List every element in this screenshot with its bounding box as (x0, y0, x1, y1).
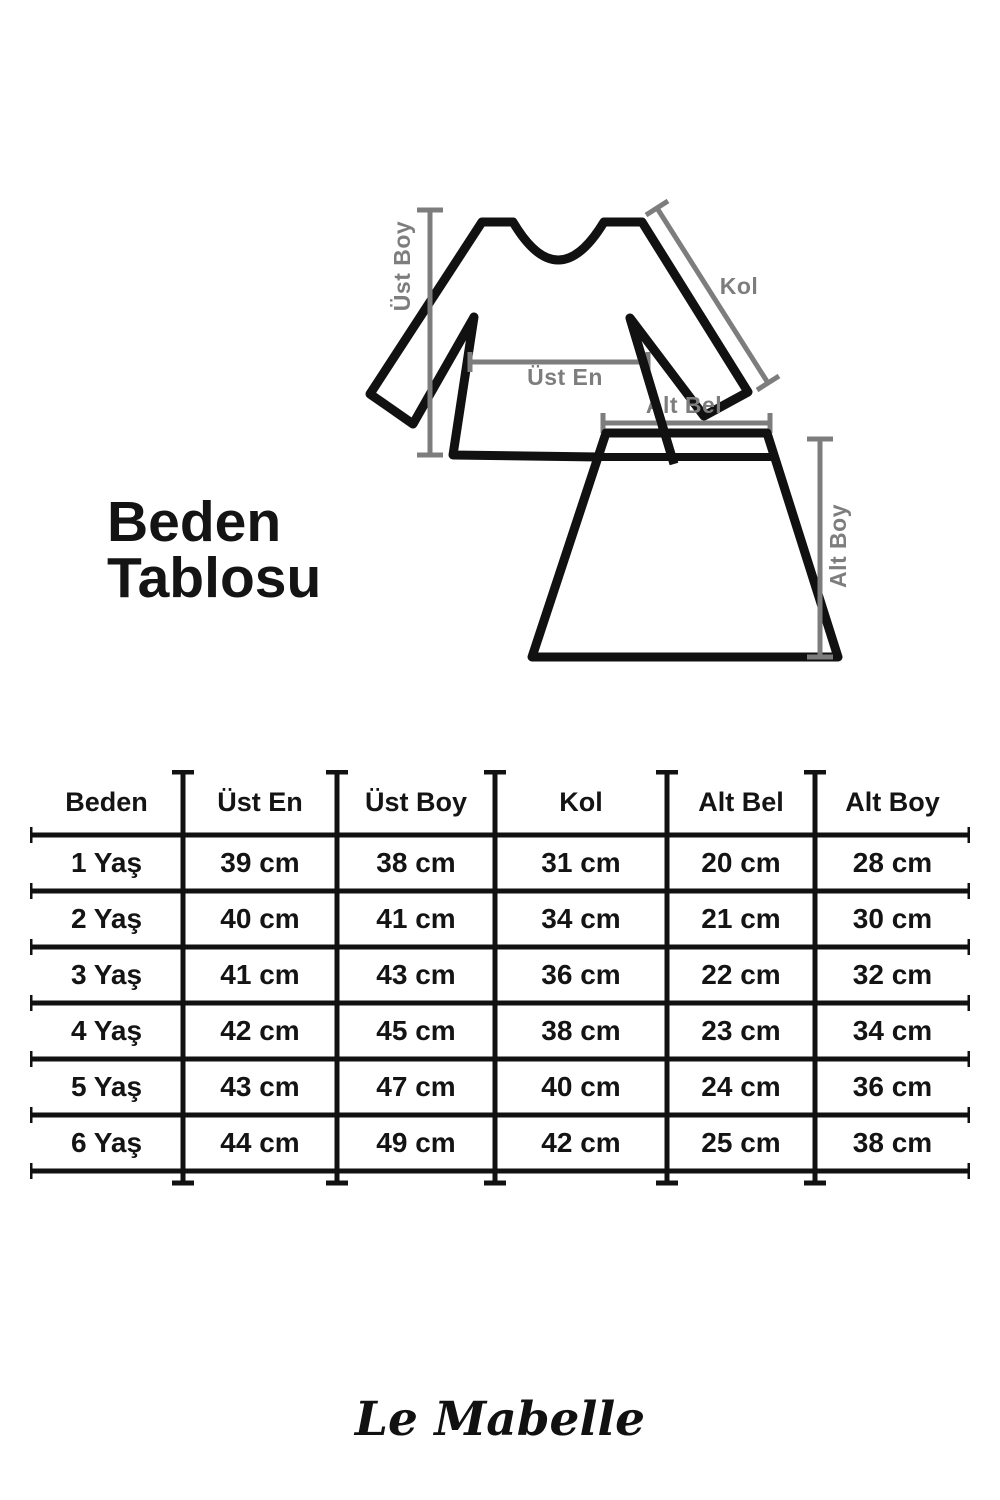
table-cell: 45 cm (376, 1015, 456, 1046)
table-cell: 4 Yaş (70, 1015, 143, 1046)
table-cell: 28 cm (852, 847, 933, 878)
kol-label: Kol (719, 273, 759, 299)
table-cell: 6 Yaş (70, 1127, 143, 1158)
table-cell: 39 cm (220, 847, 300, 878)
size-table (30, 770, 970, 1190)
table-cell: 24 cm (701, 1071, 781, 1102)
header-cell-alt-bel: Alt Bel (698, 787, 784, 817)
table-cell: 43 cm (220, 1071, 300, 1102)
table-cell: 36 cm (852, 1071, 933, 1102)
table-cell: 38 cm (541, 1015, 621, 1046)
table-cell: 34 cm (852, 1015, 933, 1046)
ust-en-label: Üst En (527, 364, 603, 390)
header-cell-beden: Beden (65, 787, 148, 817)
table-cell: 21 cm (701, 903, 781, 934)
table-cell: 22 cm (701, 959, 781, 990)
table-content (30, 770, 970, 1183)
table-cell: 36 cm (541, 959, 621, 990)
table-cell: 20 cm (701, 847, 781, 878)
ust-boy-label: Üst Boy (389, 220, 415, 312)
table-cell: 31 cm (541, 847, 621, 878)
table-cell: 32 cm (852, 959, 933, 990)
table-cell: 41 cm (376, 903, 456, 934)
table-cell: 44 cm (220, 1127, 300, 1158)
header-cell-kol: Kol (559, 787, 603, 817)
table-cell: 23 cm (701, 1015, 781, 1046)
table-cell: 34 cm (541, 903, 621, 934)
page-title (107, 490, 322, 610)
table-cell: 47 cm (376, 1071, 456, 1102)
table-cell: 1 Yaş (70, 847, 143, 878)
table-cell: 38 cm (376, 847, 456, 878)
table-cell: 2 Yaş (70, 903, 143, 934)
table-cell: 42 cm (220, 1015, 300, 1046)
header-cell-alt-boy: Alt Boy (845, 787, 940, 817)
alt-boy-label: Alt Boy (825, 504, 851, 588)
table-cell: 25 cm (701, 1127, 781, 1158)
table-cell: 49 cm (376, 1127, 456, 1158)
brand-logo: Le Mabelle (354, 1392, 646, 1447)
header-cell-ust-en: Üst En (217, 787, 303, 817)
table-cell: 40 cm (220, 903, 300, 934)
page-title-line1: Beden (107, 490, 282, 554)
header-cell-ust-boy: Üst Boy (364, 787, 467, 817)
alt-bel-label: Alt Bel (645, 392, 723, 418)
table-cell: 38 cm (852, 1127, 933, 1158)
table-cell: 5 Yaş (70, 1071, 143, 1102)
table-cell: 3 Yaş (70, 959, 143, 990)
page-title-line2: Tablosu (107, 546, 322, 610)
table-cell: 42 cm (541, 1127, 621, 1158)
table-cell: 40 cm (541, 1071, 621, 1102)
table-cell: 41 cm (220, 959, 300, 990)
table-cell: 43 cm (376, 959, 456, 990)
table-cell: 30 cm (852, 903, 933, 934)
